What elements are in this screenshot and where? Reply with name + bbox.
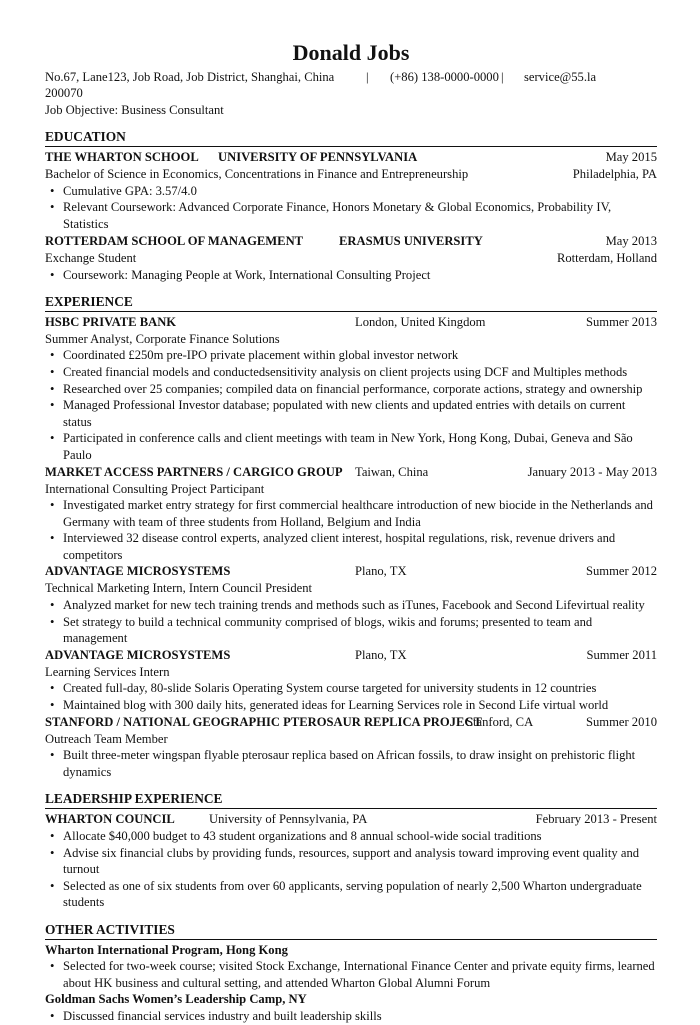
- list-item: • Selected for two-week course; visited Stock Exchange, International Finance Center and private equity firms, learned about HK business and cultural setting, and attended Wharton Global Alumni Forum: [45, 958, 657, 991]
- list-item: • Created financial models and conductedsensitivity analysis on client projects using DCF and Multiples methods: [45, 364, 657, 381]
- degree: Exchange Student: [45, 250, 137, 265]
- section-title-leadership: LEADERSHIP EXPERIENCE: [45, 791, 657, 809]
- entry-location: University of Pennsylvania, PA: [209, 812, 368, 826]
- activity-name: Wharton International Program, Hong Kong: [45, 942, 288, 957]
- entry-date: May 2013: [605, 233, 657, 248]
- organization-name: WHARTON COUNCIL: [45, 812, 175, 826]
- degree: Bachelor of Science in Economics, Concentrations in Finance and Entrepreneurship: [45, 166, 469, 181]
- experience-entry: [45, 563, 657, 646]
- organization-name: ADVANTAGE MICROSYSTEMS: [45, 647, 231, 662]
- list-item: • Maintained blog with 300 daily hits, generated ideas for Learning Services role in Second Life virtual world: [45, 697, 657, 714]
- resume-page: [45, 40, 657, 1025]
- university-name: UNIVERSITY OF PENNSYLVANIA: [218, 149, 418, 164]
- activity-entry: [45, 942, 657, 992]
- organization-name: ADVANTAGE MICROSYSTEMS: [45, 564, 231, 579]
- entry-location: Stanford, CA: [466, 714, 534, 729]
- list-item: • Created full-day, 80-slide Solaris Operating System course targeted for university students in 12 countries: [45, 680, 657, 697]
- organization-name: HSBC PRIVATE BANK: [45, 314, 177, 329]
- entry-location: Philadelphia, PA: [572, 166, 657, 181]
- organization-name: STANFORD / NATIONAL GEOGRAPHIC PTEROSAUR REPLICA PROJECT: [45, 714, 482, 729]
- section-title-experience: EXPERIENCE: [45, 294, 657, 312]
- bullet-list: [45, 828, 657, 911]
- list-item: • Coursework: Managing People at Work, International Consulting Project: [45, 267, 657, 284]
- entry-location: Taiwan, China: [355, 464, 429, 479]
- list-item: • Interviewed 32 disease control experts, analyzed client interest, hospital regulations, risk, revenue drivers and competitors: [45, 530, 657, 563]
- candidate-name: Donald Jobs: [292, 40, 410, 65]
- education-entry: [45, 149, 657, 233]
- bullet-list: [45, 597, 657, 647]
- entry-heading: [45, 464, 657, 481]
- activity-name: Goldman Sachs Women’s Leadership Camp, NY: [45, 992, 307, 1007]
- activity-entry: [45, 991, 657, 1024]
- entry-heading: [45, 563, 657, 580]
- experience-entry: [45, 647, 657, 714]
- bullet-list: [45, 1008, 657, 1025]
- contact-separator: |: [366, 70, 369, 84]
- role-title: Technical Marketing Intern, Intern Council President: [45, 581, 313, 596]
- contact-separator: |: [501, 70, 504, 84]
- entry-location: Plano, TX: [355, 564, 407, 579]
- entry-heading: [45, 314, 657, 331]
- list-item: • Discussed financial services industry and built leadership skills: [45, 1008, 657, 1025]
- entry-date: Summer 2010: [585, 714, 657, 729]
- address-line-1: No.67, Lane123, Job Road, Job District, Shanghai, China: [45, 70, 335, 84]
- entry-subheading: [45, 166, 657, 183]
- role-title: International Consulting Project Participant: [45, 481, 265, 496]
- list-item: • Managed Professional Investor database; populated with new clients and updated entries with details on current status: [45, 397, 657, 430]
- entry-subheading: [45, 250, 657, 267]
- organization-name: MARKET ACCESS PARTNERS / CARGICO GROUP: [45, 464, 343, 479]
- experience-entry: [45, 714, 657, 781]
- role-title: Summer Analyst, Corporate Finance Solutions: [45, 331, 280, 346]
- experience-entry: [45, 314, 657, 464]
- entry-date: February 2013 - Present: [535, 812, 657, 826]
- entry-heading: [45, 233, 657, 250]
- list-item: • Advise six financial clubs by providing funds, resources, support and analysis toward improving event quality and turnout: [45, 845, 657, 878]
- bullet-list: [45, 347, 657, 463]
- role-title: Outreach Team Member: [45, 731, 168, 746]
- entry-heading: [45, 714, 657, 731]
- entry-heading: [45, 811, 657, 828]
- role-title: Learning Services Intern: [45, 664, 170, 679]
- job-objective: Job Objective: Business Consultant: [45, 102, 224, 117]
- university-name: ERASMUS UNIVERSITY: [339, 233, 483, 248]
- school-name: ROTTERDAM SCHOOL OF MANAGEMENT: [45, 233, 304, 248]
- entry-date: January 2013 - May 2013: [527, 464, 657, 479]
- bullet-list: [45, 958, 657, 991]
- list-item: • Researched over 25 companies; compiled data on financial performance, corporate actions, strategy and ownership: [45, 381, 657, 398]
- list-item: • Participated in conference calls and client meetings with team in New York, Hong Kong, Dubai, Geneva and São Paulo: [45, 430, 657, 463]
- bullet-list: [45, 183, 657, 233]
- list-item: • Relevant Coursework: Advanced Corporate Finance, Honors Monetary & Global Economics, Probability IV, Statistics: [45, 199, 657, 232]
- entry-date: May 2015: [605, 149, 657, 164]
- school-name: THE WHARTON SCHOOL: [45, 149, 199, 164]
- list-item: • Investigated market entry strategy for first commercial healthcare introduction of new biocide in the Netherlands and Germany with team of three students from Holland, Belgium and India: [45, 497, 657, 530]
- contact-line: [45, 69, 657, 85]
- entry-date: Summer 2013: [585, 314, 657, 329]
- section-title-education: EDUCATION: [45, 129, 657, 147]
- experience-entry: [45, 464, 657, 564]
- entry-date: Summer 2012: [585, 564, 657, 579]
- list-item: • Analyzed market for new tech training trends and methods such as iTunes, Facebook and Second Lifevirtual reality: [45, 597, 657, 614]
- bullet-list: [45, 747, 657, 780]
- bullet-list: [45, 680, 657, 713]
- bullet-list: [45, 267, 657, 284]
- education-entry: [45, 233, 657, 284]
- entry-date: Summer 2011: [586, 647, 657, 662]
- address-line-2: 200070: [45, 86, 83, 100]
- list-item: • Allocate $40,000 budget to 43 student organizations and 8 annual school-wide social traditions: [45, 828, 657, 845]
- phone-number: (+86) 138-0000-0000: [390, 70, 499, 84]
- entry-heading: [45, 647, 657, 664]
- bullet-list: [45, 497, 657, 563]
- list-item: • Built three-meter wingspan flyable pterosaur replica based on African fossils, to draw insight on prehistoric flight dynamics: [45, 747, 657, 780]
- entry-heading: [45, 149, 657, 166]
- entry-location: London, United Kingdom: [355, 314, 486, 329]
- list-item: • Set strategy to build a technical community comprised of blogs, wikis and forums; presented to team and management: [45, 614, 657, 647]
- entry-location: Plano, TX: [355, 647, 407, 662]
- list-item: • Coordinated £250m pre-IPO private placement within global investor network: [45, 347, 657, 364]
- list-item: • Cumulative GPA: 3.57/4.0: [45, 183, 657, 200]
- list-item: • Selected as one of six students from over 60 applicants, serving population of nearly 2,500 Wharton undergraduate students: [45, 878, 657, 911]
- email-address: service@55.la: [524, 70, 597, 84]
- leadership-entry: [45, 811, 657, 911]
- entry-location: Rotterdam, Holland: [556, 250, 657, 265]
- section-title-activities: OTHER ACTIVITIES: [45, 922, 657, 940]
